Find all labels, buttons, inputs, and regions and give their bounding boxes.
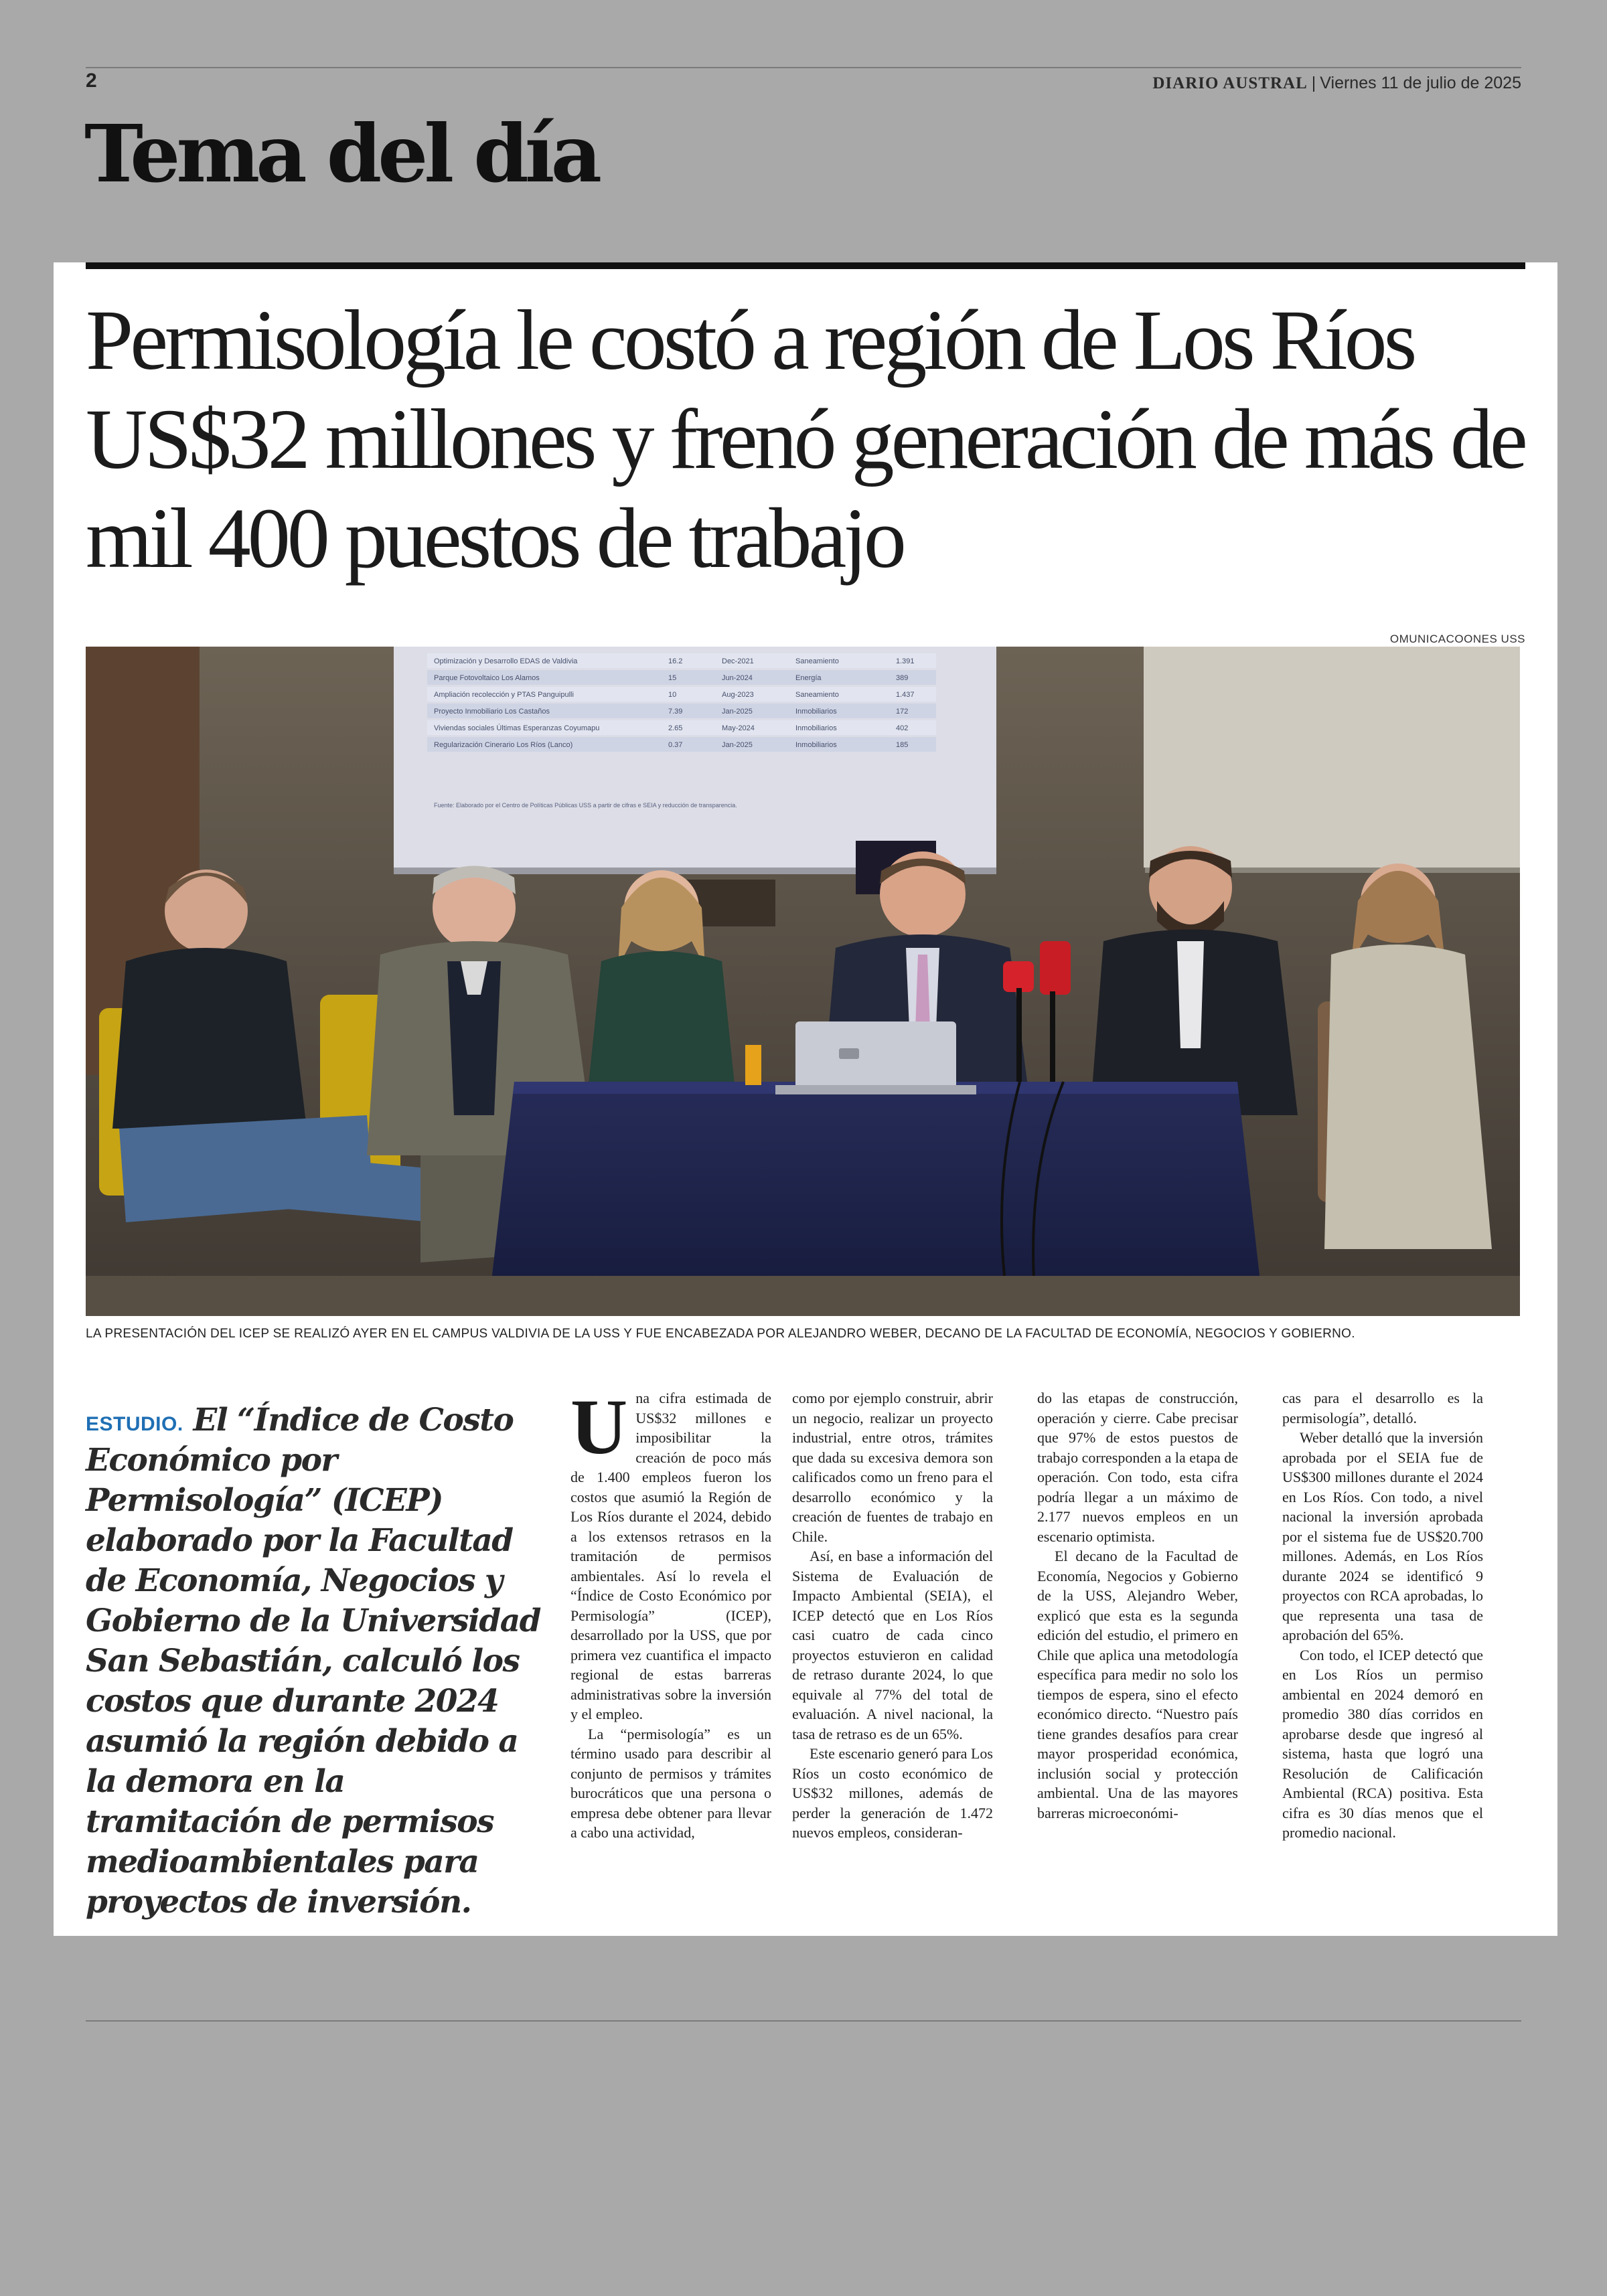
drop-cap: U	[570, 1383, 628, 1471]
paper-name: DIARIO AUSTRAL	[1152, 74, 1308, 92]
juice-glass	[745, 1045, 761, 1085]
slide-cell: 172	[896, 708, 909, 716]
slide-source-note: Fuente: Elaborado por el Centro de Políticas Públicas USS a partir de cifras e SEIA y reducción de transparencia.	[434, 802, 737, 809]
slide-cell: Energía	[795, 674, 822, 682]
slide-cell: Inmobiliarios	[795, 724, 837, 732]
press-conference-photo	[86, 647, 1520, 1316]
lead-text: El “Índice de Costo Económico por Permisología” (ICEP) elaborado por la Facultad de Economía, Negocios y Gobierno de la Universidad San Sebastián, calculó los costos que durante 2024 asumió la región debido a la demora en la tramitación de permisos medioambientales para proyectos de inversión.	[86, 1402, 541, 1920]
lead-kicker: ESTUDIO.	[86, 1413, 183, 1435]
slide-cell: 185	[896, 741, 909, 749]
body-paragraph: na cifra estimada de US$32 millones e imposibilitar la creación de poco más de 1.400 empleos fueron los costos que asumió la Región de Los Ríos durante el 2024, debido a los extensos retrasos en la tramitación de permisos ambientales. Así lo revela el “Índice de Costo Económico por Permisología” (ICEP), desarrollado por la USS, que por primera vez cuantifica el impacto regional de estas barreras administrativas sobre la inversión y el empleo.	[570, 1390, 771, 1722]
headline: Permisología le costó a región de Los Ríos US$32 millones y frenó generación de más de mil 400 puestos de trabajo	[86, 293, 1525, 586]
body-paragraph: Con todo, el ICEP detectó que en Los Ríos un permiso ambiental en 2024 demoró en promedio 380 días corridos en aprobarse desde que ingresó al sistema, hasta que logró una Resolución de Calificación Ambiental (RCA) positiva. Esta cifra es 30 días menos que el promedio nacional.	[1282, 1646, 1483, 1841]
section-title: Tema del día	[84, 107, 599, 200]
article-top-rule	[86, 262, 1525, 269]
page-number: 2	[86, 70, 97, 92]
body-column-1	[570, 1383, 771, 1897]
slide-cell: 1.437	[896, 691, 915, 699]
body-paragraph: do las etapas de construcción, operación y cierre. Cabe precisar que 97% de estos puestos de trabajo corresponden a la etapa de operación. Con todo, esta cifra podría llegar a un máximo de 2.177 nuevos empleos en un escenario optimista.	[1037, 1390, 1238, 1545]
masthead	[1152, 74, 1521, 93]
slide-cell: Aug-2023	[722, 691, 754, 699]
body-paragraph: cas para el desarrollo es la permisología”, detalló.	[1282, 1390, 1483, 1426]
floor	[86, 1276, 1520, 1316]
body-paragraph: Así, en base a información del Sistema de Evaluación de Impacto Ambiental (SEIA), el ICEP detectó que en Los Ríos casi cuatro de cada cinco proyectos estuvieron en calidad de retraso durante 2024, lo que equivale al 77% del total de evaluación. A nivel nacional, la tasa de retraso es de un 65%.	[792, 1548, 993, 1742]
body-column-2	[792, 1388, 993, 1897]
issue-date: Viernes 11 de julio de 2025	[1320, 74, 1521, 92]
masthead-separator: |	[1311, 74, 1316, 92]
bottom-divider	[86, 2020, 1521, 2022]
body-paragraph: como por ejemplo construir, abrir un negocio, realizar un proyecto industrial, entre otros, trámites que dada su excesiva demora son calificados como un freno para el desarrollo económico y la creación de fuentes de trabajo en Chile.	[792, 1390, 993, 1545]
slide-cell: Regularización Cinerario Los Ríos (Lanco)	[434, 741, 573, 749]
slide-cell: Jan-2025	[722, 741, 753, 749]
slide-cell: Jan-2025	[722, 708, 753, 716]
slide-cell: Saneamiento	[795, 657, 839, 665]
slide-cell: Inmobiliarios	[795, 741, 837, 749]
top-divider	[86, 67, 1521, 68]
body-column-4	[1282, 1388, 1483, 1897]
slide-cell: 10	[668, 691, 677, 699]
slide-cell: Ampliación recolección y PTAS Panguipulli	[434, 691, 574, 699]
photo-caption: LA PRESENTACIÓN DEL ICEP SE REALIZÓ AYER EN EL CAMPUS VALDIVIA DE LA USS Y FUE ENCABEZADA POR ALEJANDRO WEBER, DECANO DE LA FACULTAD DE ECONOMÍA, NEGOCIOS Y GOBIERNO.	[86, 1327, 1355, 1341]
article	[54, 262, 1557, 1936]
slide-cell: 7.39	[668, 708, 683, 716]
slide-cell: 15	[668, 674, 677, 682]
body-paragraph: El decano de la Facultad de Economía, Negocios y Gobierno de la USS, Alejandro Weber, explicó que esta es la segunda edición del estudio, el primero en Chile que aplica una metodología específica para medir no solo los tiempos de espera, sino el efecto económico directo. “Nuestro país tiene grandes desafíos para crear mayor prosperidad económica, inclusión social y protección ambiental. Una de las mayores barreras microeconómi-	[1037, 1548, 1238, 1821]
slide-cell: Viviendas sociales Últimas Esperanzas Coyumapu	[434, 724, 600, 732]
microphone	[1040, 941, 1071, 995]
body-column-3	[1037, 1388, 1238, 1897]
slide-cell: 389	[896, 674, 909, 682]
body-paragraph: Weber detalló que la inversión aprobada por el SEIA fue de US$300 millones durante el 2024 en Los Ríos. Con todo, a nivel nacional la inversión aprobada por el sistema fue de US$20.700 millones. Además, en Los Ríos durante 2024 se identificó 9 proyectos con RCA aprobadas, lo que representa una tasa de aprobación del 65%.	[1282, 1429, 1483, 1643]
body-paragraph: Este escenario generó para Los Ríos un costo económico de US$32 millones, además de perder la generación de 1.472 nuevos empleos, consideran-	[792, 1745, 993, 1841]
laptop	[795, 1021, 956, 1088]
microphone	[1003, 961, 1034, 992]
whiteboard	[1144, 647, 1520, 868]
slide-cell: Parque Fotovoltaico Los Alamos	[434, 674, 540, 682]
body-paragraph: La “permisología” es un término usado para describir al conjunto de permisos y trámites burocráticos que una persona o empresa debe obtener para llevar a cabo una actividad,	[570, 1725, 771, 1841]
slide-cell: Jun-2024	[722, 674, 753, 682]
slide-cell: 1.391	[896, 657, 915, 665]
slide-cell: Optimización y Desarrollo EDAS de Valdivia	[434, 657, 578, 665]
slide-cell: 0.37	[668, 741, 683, 749]
slide-cell: May-2024	[722, 724, 755, 732]
slide-cell: 16.2	[668, 657, 683, 665]
photo-credit: OMUNICACOONES USS	[1389, 633, 1525, 645]
slide-cell: 402	[896, 724, 909, 732]
slide-cell: Dec-2021	[722, 657, 754, 665]
lead-summary	[86, 1400, 541, 1922]
slide-cell: Proyecto Inmobiliario Los Castaños	[434, 708, 550, 716]
slide-cell: Saneamiento	[795, 691, 839, 699]
slide-cell: 2.65	[668, 724, 683, 732]
slide-cell: Inmobiliarios	[795, 708, 837, 716]
